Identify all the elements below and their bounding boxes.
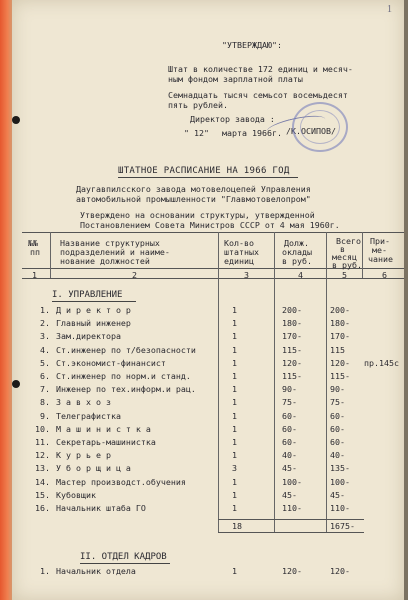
cell-count: 1 [232, 305, 237, 315]
header-monthly: Всего [336, 236, 361, 246]
column-number: 1 [32, 270, 37, 280]
cell-total: 60- [330, 437, 345, 447]
subtotal-rule [218, 519, 364, 520]
cell-no: 12. [35, 450, 50, 461]
cell-total: 60- [330, 423, 345, 434]
official-seal [292, 102, 348, 152]
cell-name: Зам.директора [56, 331, 121, 342]
cell-count: 1 [232, 331, 237, 342]
cell-no: 11. [35, 437, 50, 447]
cell-salary: 90- [282, 384, 297, 395]
cell-no: 10. [35, 423, 50, 434]
cell-total: 170- [330, 331, 350, 342]
punch-hole [12, 116, 20, 124]
cell-count: 1 [232, 437, 237, 447]
header-no: №№ [28, 238, 38, 248]
header-salary: оклады [282, 247, 312, 257]
cell-name: Кубовщик [56, 489, 96, 500]
cell-total: 45- [330, 489, 345, 500]
punch-hole [12, 380, 20, 388]
cell-count: 1 [232, 318, 237, 329]
section-underline [80, 563, 170, 564]
cell-count: 1 [232, 357, 237, 368]
cell-salary: 110- [282, 503, 302, 513]
cell-total: 40- [330, 450, 345, 461]
column-number: 5 [342, 270, 347, 280]
subtitle-line: Даугавпилсского завода мотовелоцепей Управления [76, 184, 311, 194]
approval-line: пять рублей. [168, 100, 228, 110]
cell-salary: 45- [282, 489, 297, 500]
cell-name: У б о р щ и ц а [56, 463, 131, 474]
header-note: При- [370, 236, 390, 246]
cell-no: 3. [40, 331, 50, 342]
cell-name: Начальник отдела [56, 566, 136, 576]
subtitle-line: Утверждено на основании структуры, утвержденной [80, 210, 315, 220]
cell-total: 200- [330, 305, 350, 315]
cell-count: 1 [232, 476, 237, 487]
cell-count: 1 [232, 503, 237, 513]
cell-count: 1 [232, 344, 237, 355]
cell-name: Секретарь-машинистка [56, 437, 156, 447]
cell-name: Ст.инженер по норм.и станд. [56, 371, 191, 381]
header-monthly: в руб. [332, 260, 362, 270]
cell-salary: 40- [282, 450, 297, 461]
cell-name: Ст.инженер по т/безопасности [56, 344, 196, 355]
cell-count: 1 [232, 450, 237, 461]
subtitle-line: автомобильной промышленности "Главмотовелопром" [76, 194, 311, 204]
cell-no: 8. [40, 397, 50, 408]
cell-name: Главный инженер [56, 318, 131, 329]
header-salary: Долж. [284, 238, 309, 248]
cell-name: З а в х о з [56, 397, 111, 408]
cell-no: 1. [40, 566, 50, 576]
cell-no: 2. [40, 318, 50, 329]
cell-salary: 120- [282, 357, 302, 368]
column-divider [218, 232, 219, 532]
cell-no: 15. [35, 489, 50, 500]
column-number: 4 [298, 270, 303, 280]
approval-line: Семнадцать тысяч семьсот восемьдесят [168, 90, 348, 100]
cell-total: 115- [330, 371, 350, 381]
cell-no: 1. [40, 305, 50, 315]
cell-salary: 180- [282, 318, 302, 329]
subtotal-bottom-rule [218, 532, 364, 533]
cell-count: 1 [232, 410, 237, 421]
subtotal-count: 18 [232, 521, 242, 531]
column-divider [362, 232, 363, 278]
cell-name: Д и р е к т о р [56, 305, 131, 315]
cell-name: Начальник штаба ГО [56, 503, 146, 513]
cell-total: 135- [330, 463, 350, 474]
column-number: 3 [244, 270, 249, 280]
cell-name: М а ш и н и с т к а [56, 423, 151, 434]
cell-count: 1 [232, 397, 237, 408]
header-no: пп [30, 247, 40, 257]
cell-salary: 100- [282, 476, 302, 487]
cell-name: К у р ь е р [56, 450, 111, 461]
cell-count: 1 [232, 384, 237, 395]
approval-date-day: " 12" [184, 128, 209, 138]
cell-no: 16. [35, 503, 50, 513]
cell-salary: 120- [282, 566, 302, 576]
header-name: Название структурных [60, 238, 160, 248]
column-number: 2 [132, 270, 137, 280]
cell-total: 90- [330, 384, 345, 395]
header-count: Кол-во [224, 238, 254, 248]
cell-total: 100- [330, 476, 350, 487]
column-number: 6 [382, 270, 387, 280]
cell-salary: 60- [282, 410, 297, 421]
header-count: единиц [224, 256, 254, 266]
cell-no: 7. [40, 384, 50, 395]
cell-salary: 115- [282, 344, 302, 355]
cell-salary: 75- [282, 397, 297, 408]
section-heading: II. ОТДЕЛ КАДРОВ [80, 552, 167, 562]
cell-total: 115 [330, 344, 345, 355]
header-name: подразделений и наиме- [60, 247, 170, 257]
cell-salary: 60- [282, 437, 297, 447]
cell-name: Мастер производст.обучения [56, 476, 186, 487]
signature-name: /К.ОСИПОВ/ [286, 126, 336, 136]
document-title: ШТАТНОЕ РАСПИСАНИЕ НА 1966 ГОД [118, 166, 290, 176]
approval-line: Штат в количестве 172 единиц и месяч- [168, 64, 353, 74]
cell-count: 1 [232, 566, 237, 576]
cell-total: 110- [330, 503, 350, 513]
section-heading: I. УПРАВЛЕНИЕ [52, 290, 123, 300]
subtotal-total: 1675- [330, 521, 355, 531]
cell-count: 3 [232, 463, 237, 474]
cell-no: 4. [40, 344, 50, 355]
cell-salary: 45- [282, 463, 297, 474]
paper-edge [404, 0, 408, 600]
cell-no: 14. [35, 476, 50, 487]
header-note: ме- [372, 245, 387, 255]
header-name: нование должностей [60, 256, 150, 266]
cell-no: 6. [40, 371, 50, 381]
approval-line: ным фондом зарплатной платы [168, 74, 303, 84]
cell-salary: 200- [282, 305, 302, 315]
cell-note: пр.145с [364, 357, 399, 368]
cell-name: Инженер по тех.информ.и рац. [56, 384, 196, 395]
cell-salary: 170- [282, 331, 302, 342]
title-underline [118, 177, 298, 178]
cell-count: 1 [232, 423, 237, 434]
cell-total: 120- [330, 357, 350, 368]
header-salary: в руб. [282, 256, 312, 266]
column-divider [50, 232, 51, 278]
cell-count: 1 [232, 371, 237, 381]
subtitle-line: Постановлением Совета Министров СССР от 4 мая 1960г. [80, 220, 340, 230]
cell-total: 120- [330, 566, 350, 576]
header-monthly: месяц [332, 252, 357, 262]
page-number: 1 [387, 4, 392, 15]
director-label: Директор завода : [190, 114, 275, 124]
header-monthly: в [340, 244, 345, 254]
cell-salary: 60- [282, 423, 297, 434]
cell-no: 13. [35, 463, 50, 474]
cell-total: 75- [330, 397, 345, 408]
cell-name: Ст.экономист-финансист [56, 357, 166, 368]
header-count: штатных [224, 247, 259, 257]
cell-name: Телеграфистка [56, 410, 121, 421]
cell-no: 9. [40, 410, 50, 421]
section-underline [52, 301, 136, 302]
cell-no: 5. [40, 357, 50, 368]
cell-total: 180- [330, 318, 350, 329]
cell-total: 60- [330, 410, 345, 421]
cell-count: 1 [232, 489, 237, 500]
approval-date: марта 1966г. [222, 128, 282, 138]
column-divider [326, 232, 327, 532]
approval-heading: "УТВЕРЖДАЮ": [222, 40, 282, 50]
cell-salary: 115- [282, 371, 302, 381]
column-divider [274, 232, 275, 532]
table-top-rule [22, 232, 404, 233]
header-note: чание [368, 254, 393, 264]
